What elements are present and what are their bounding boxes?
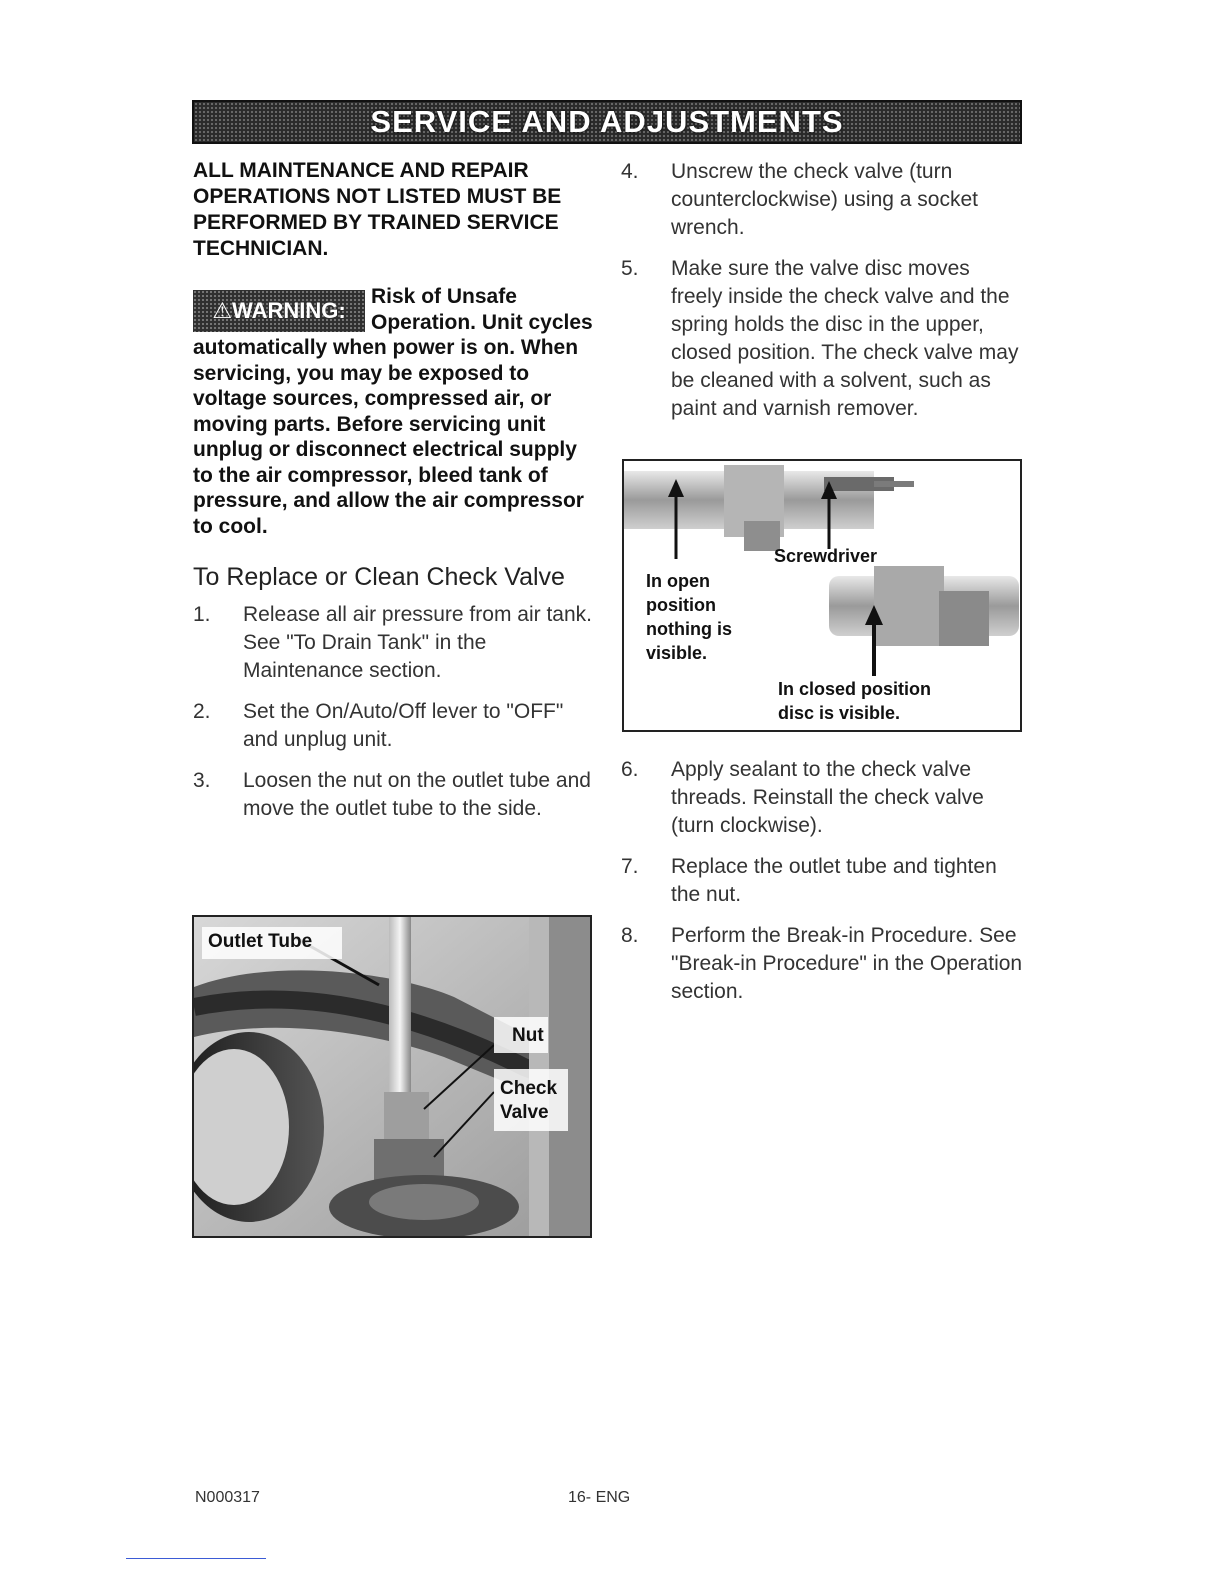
check-valve-label: Check Valve <box>500 1078 558 1123</box>
step-text: Loosen the nut on the outlet tube and move the outlet tube to the side. <box>243 769 591 820</box>
list-item <box>193 601 593 685</box>
step-text: Unscrew the check valve (turn counterclockwise) using a socket wrench. <box>671 160 978 239</box>
step-text: Apply sealant to the check valve threads. Reinstall the check valve (turn clockwise). <box>671 758 984 837</box>
list-item <box>621 853 1023 909</box>
step-text: Set the On/Auto/Off lever to "OFF" and unplug unit. <box>243 700 564 751</box>
outlet-tube-figure <box>192 915 592 1238</box>
step-number: 7. <box>621 855 639 878</box>
section-heading: To Replace or Clean Check Valve <box>193 563 565 591</box>
step-number: 2. <box>193 700 211 723</box>
list-item <box>621 922 1023 1006</box>
section-banner <box>192 100 1022 144</box>
steps-list-right-top <box>621 158 1023 423</box>
steps-list-left <box>193 601 593 823</box>
step-number: 4. <box>621 160 639 183</box>
service-notice: ALL MAINTENANCE AND REPAIR OPERATIONS NOT LISTED MUST BE PERFORMED BY TRAINED SERVICE TECHNICIAN. <box>193 159 562 260</box>
warning-block <box>193 284 593 539</box>
closed-position-label: In closed position disc is visible. <box>778 679 932 723</box>
step-text: Replace the outlet tube and tighten the nut. <box>671 855 997 906</box>
step-number: 5. <box>621 257 639 280</box>
list-item <box>621 255 1023 423</box>
outlet-tube-label: Outlet Tube <box>208 931 313 952</box>
list-item <box>193 698 593 754</box>
right-column-lower <box>621 756 1023 1019</box>
steps-list-right-bottom <box>621 756 1023 1006</box>
list-item <box>621 158 1023 242</box>
nut-label: Nut <box>512 1025 544 1046</box>
check-valve-figure <box>622 459 1022 732</box>
step-text: Make sure the valve disc moves freely inside the check valve and the spring holds the disc in the upper, closed position. The check valve may be cleaned with a solvent, such as paint and varnish remover. <box>671 257 1019 420</box>
step-number: 6. <box>621 758 639 781</box>
left-column <box>193 158 593 836</box>
page-number: 16- ENG <box>568 1489 631 1506</box>
document-code: N000317 <box>195 1489 260 1506</box>
page-title: SERVICE AND ADJUSTMENTS <box>370 104 844 139</box>
warning-text: Risk of Unsafe Operation. Unit cycles automatically when power is on. When servicing, you may be exposed to voltage sources, compressed air, or moving parts. Before servicing unit unplug or disconnect electrical supply to the air compressor, bleed tank of pressure, and allow the air compressor to cool. <box>193 285 593 538</box>
list-item <box>621 756 1023 840</box>
list-item <box>193 767 593 823</box>
step-number: 1. <box>193 603 211 626</box>
open-position-label: In open position nothing is visible. <box>646 571 732 663</box>
warning-badge: ⚠WARNING: <box>193 290 365 332</box>
step-number: 3. <box>193 769 211 792</box>
right-column <box>621 158 1023 436</box>
screwdriver-label: Screwdriver <box>774 546 878 566</box>
step-text: Release all air pressure from air tank. See "To Drain Tank" in the Maintenance section. <box>243 603 592 682</box>
step-number: 8. <box>621 924 639 947</box>
step-text: Perform the Break-in Procedure. See "Break-in Procedure" in the Operation section. <box>671 924 1023 1003</box>
bottom-rule <box>126 1558 266 1559</box>
